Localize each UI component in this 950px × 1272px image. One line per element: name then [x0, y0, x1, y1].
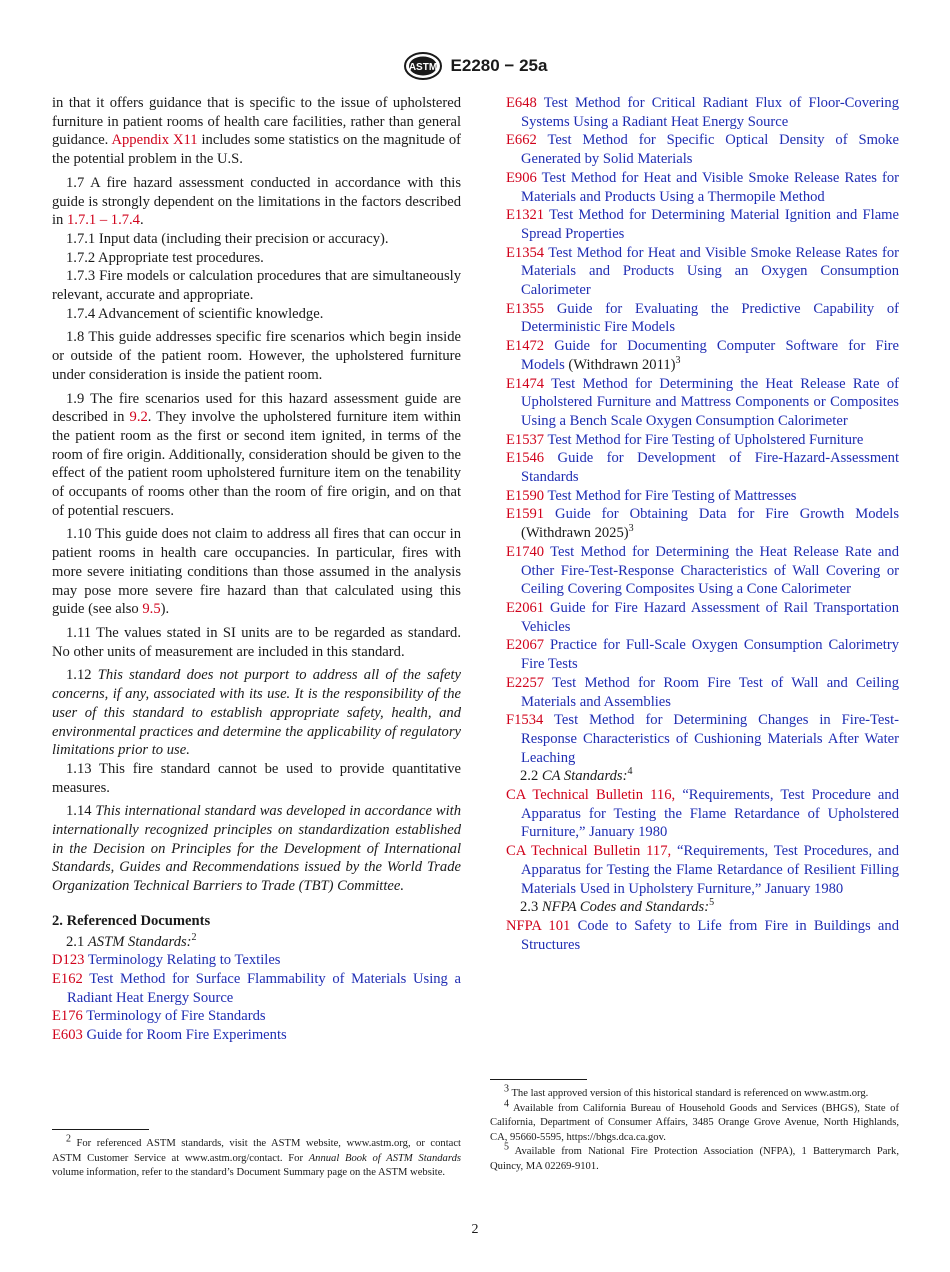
footnote-marker: 3 [504, 1083, 509, 1095]
reference-code-link[interactable]: E1474 [506, 375, 545, 392]
reference-item [506, 375, 899, 431]
section-2-heading: 2. Referenced Documents [52, 912, 211, 929]
text-run: Available from California Bureau of Household Goods and Services (BHGS), State of California, Department of Consumer Affairs, 3485 Orange Grove Avenue, North Highlands, CA, 95660-5595, https://bhgs.dca.ca.gov. [490, 1102, 899, 1143]
reference-item [506, 131, 899, 168]
text-run: . They involve the upholstered furniture item within the patient room as the first or second item ignited, in terms of the room of fire origin. Additionally, consideration should be given to the effect of the patient room upholstered furniture item on the tenability of occupants of rooms other than the room of fire origin, and on that of potential rescuers. [52, 409, 461, 519]
reference-code-link[interactable]: E1740 [506, 543, 545, 560]
reference-code-link[interactable]: D123 [52, 952, 85, 969]
right-column [490, 94, 900, 1172]
section-1-7-1: 1.7.1 Input data (including their precision or accuracy). [66, 230, 389, 247]
reference-item [506, 300, 899, 337]
reference-code-link[interactable]: E2061 [506, 599, 545, 616]
reference-code-link[interactable]: E648 [506, 95, 537, 111]
astm-logo-icon [403, 52, 443, 80]
text-run: 2.1 [66, 933, 88, 950]
reference-title-link[interactable]: “Requirements, Test Procedures, and Apparatus for Testing the Flame Retardance of Resilient Filling Materials Used in Upholstery Furniture,” January 1980 [521, 843, 899, 897]
text-run: Annual Book of ASTM Standards [308, 1152, 461, 1164]
reference-title-link[interactable]: Guide for Evaluating the Predictive Capability of Deterministic Fire Models [521, 300, 899, 336]
footnote-marker: 5 [709, 897, 715, 909]
reference-code-link[interactable]: E1537 [506, 431, 545, 448]
reference-code-link[interactable]: E2257 [506, 674, 545, 691]
reference-code-link[interactable]: E162 [52, 970, 83, 987]
reference-code-link[interactable]: E603 [52, 1027, 83, 1044]
reference-item [506, 599, 899, 636]
reference-code-link[interactable]: E906 [506, 169, 537, 186]
text-run: NFPA Codes and Standards: [541, 899, 710, 916]
reference-item [506, 636, 899, 673]
section-1-12 [52, 666, 461, 760]
reference-item [506, 543, 899, 599]
reference-code-link[interactable]: E1590 [506, 487, 545, 504]
footnotes-3-5 [490, 1083, 899, 1175]
reference-item [506, 169, 899, 206]
text-run: 1.14 [66, 803, 96, 820]
section-1-14 [52, 802, 461, 896]
reference-code-link[interactable]: NFPA 101 [506, 917, 571, 934]
footnote-2 [52, 1133, 461, 1181]
reference-title-link[interactable]: Terminology of Fire Standards [86, 1008, 266, 1025]
section-1-9 [52, 390, 461, 521]
cross-reference-link[interactable]: Appendix X11 [111, 132, 198, 149]
reference-title-link[interactable]: Guide for Obtaining Data for Fire Growth Models [555, 506, 900, 523]
footnote-5 [490, 1141, 899, 1174]
section-2-1 [52, 933, 461, 952]
footnote-rule [52, 1129, 149, 1130]
page-header [0, 52, 950, 80]
reference-item [506, 674, 899, 711]
footnote-4 [490, 1098, 899, 1146]
footnote-3 [490, 1083, 899, 1102]
cross-reference-link[interactable]: 1.7.1 – 1.7.4 [67, 212, 140, 229]
reference-code-link[interactable]: E1354 [506, 244, 545, 261]
reference-code-link[interactable]: E1472 [506, 338, 545, 355]
reference-title-link[interactable]: Test Method for Determining the Heat Release Rate of Upholstered Furniture and Mattress Components or Composites Using a Bench Scale Oxygen Consumption Calorimeter [521, 375, 899, 429]
text-run: . [139, 212, 144, 229]
paragraph-intro [52, 94, 461, 169]
reference-title-link[interactable]: Test Method for Determining Material Ignition and Flame Spread Properties [521, 207, 899, 242]
ca-reference-list [506, 786, 899, 898]
reference-item [506, 94, 899, 131]
section-2-2 [506, 767, 899, 786]
section-2-3 [506, 898, 899, 917]
text-run: ASTM Standards: [87, 933, 192, 950]
reference-item [506, 449, 899, 486]
reference-title-link[interactable]: Test Method for Heat and Visible Smoke Release Rates for Materials and Products Using a Thermopile Method [521, 169, 899, 205]
reference-title-link[interactable]: Guide for Fire Hazard Assessment of Rail Transportation Vehicles [521, 599, 899, 635]
text-run: in that it offers guidance that is specific to the issue of upholstered furniture in patient rooms of health care facilities, rather than general guidance. [52, 95, 461, 149]
reference-title-link[interactable]: Guide for Room Fire Experiments [86, 1027, 287, 1044]
text-run: Available from National Fire Protection Association (NFPA), 1 Batterymarch Park, Quincy, MA 02269-9101. [490, 1146, 899, 1172]
text-run: This standard does not purport to address all of the safety concerns, if any, associated with its use. It is the responsibility of the user of this standard to establish appropriate safety, health, and environmental practices and determine the applicability of regulatory limitations prior to use. [52, 667, 461, 759]
reference-item [506, 337, 899, 374]
section-1-13: 1.13 This fire standard cannot be used to provide quantitative measures. [52, 760, 461, 796]
text-run: CA Standards: [541, 768, 628, 785]
reference-title-link[interactable]: Test Method for Surface Flammability of Materials Using a Radiant Heat Energy Source [67, 970, 461, 1006]
nfpa-reference-list [506, 917, 899, 954]
reference-item [506, 244, 899, 300]
standard-designation: E2280 − 25a [450, 56, 548, 75]
reference-item [506, 487, 899, 506]
text-run: includes some statistics on the magnitude of the potential problem in the U.S. [52, 132, 462, 168]
reference-code-link[interactable]: E1321 [506, 207, 545, 224]
footnote-marker: 2 [66, 1133, 71, 1145]
reference-title-link[interactable]: Terminology Relating to Textiles [87, 952, 281, 969]
reference-item [52, 951, 461, 970]
reference-code-link[interactable]: CA Technical Bulletin 116, [506, 787, 676, 804]
section-1-7-4: 1.7.4 Advancement of scientific knowledge. [66, 305, 324, 322]
footnote-rule [490, 1079, 587, 1080]
section-1-11: 1.11 The values stated in SI units are to be regarded as standard. No other units of measurement are included in this standard. [52, 624, 461, 660]
text-run: For referenced ASTM standards, visit the ASTM website, www.astm.org, or contact ASTM Customer Service at www.astm.org/contact. For [52, 1138, 461, 1164]
reference-item [506, 786, 899, 842]
footnote-marker: 4 [627, 766, 633, 778]
reference-item [506, 505, 899, 542]
text-run: 2.2 [520, 768, 542, 785]
reference-title-link[interactable]: Test Method for Room Fire Test of Wall and Ceiling Materials and Assemblies [521, 674, 899, 710]
text-run: volume information, refer to the standard’s Document Summary page on the ASTM website. [52, 1167, 446, 1179]
left-column [52, 94, 462, 1179]
reference-code-link[interactable]: E176 [52, 1008, 83, 1025]
reference-title-link[interactable]: Test Method for Fire Testing of Upholstered Furniture [547, 431, 864, 448]
reference-item [52, 1007, 461, 1026]
footnote-area-left [52, 1129, 461, 1181]
text-run: 2.3 [520, 899, 542, 916]
reference-item [506, 206, 899, 243]
reference-item [506, 711, 899, 767]
section-1-10 [52, 525, 461, 619]
reference-code-link[interactable]: E1591 [506, 506, 545, 523]
footnote-marker: 3 [675, 354, 681, 366]
footnote-area-right [490, 1079, 899, 1175]
section-1-7 [52, 174, 461, 230]
reference-title-link[interactable]: Test Method for Determining the Heat Release Rate and Other Fire-Test-Response Characteristics of Wall Covering or Ceiling Covering Composites Using a Cone Calorimeter [521, 543, 899, 598]
text-run: 1.9 The fire scenarios used for this hazard assessment guide are described in [52, 390, 461, 426]
footnote-2-text [52, 1133, 461, 1181]
withdrawn-note: (Withdrawn 2011) [564, 356, 676, 373]
reference-code-link[interactable]: E2067 [506, 637, 545, 654]
footnote-marker: 4 [504, 1098, 509, 1110]
text-run: The last approved version of this historical standard is referenced on www.astm.org. [509, 1088, 869, 1099]
text-run: This international standard was developed in accordance with internationally recognized principles on standardization established in the Decision on Principles for the Development of International Standards, Guides and Recommendations issued by the World Trade Organization Technical Barriers to Trade (TBT) Committee. [52, 803, 462, 895]
reference-code-link[interactable]: E1355 [506, 300, 545, 317]
footnote-marker: 5 [504, 1141, 509, 1153]
text-run: 1.10 This guide does not claim to address all fires that can occur in patient rooms in health care occupancies. In particular, fires with more severe initiating conditions than those assumed in the analysis may pose more severe fire hazard than that calculated using this guide (see also [52, 526, 461, 618]
reference-title-link[interactable]: Test Method for Determining Changes in Fire-Test-Response Characteristics of Cushioning Materials After Water Leaching [521, 712, 899, 766]
reference-title-link[interactable]: Practice for Full-Scale Oxygen Consumption Calorimetry Fire Tests [521, 637, 899, 673]
reference-title-link[interactable]: Test Method for Fire Testing of Mattresses [547, 487, 797, 504]
astm-reference-list-continued [506, 94, 899, 767]
reference-code-link[interactable]: F1534 [506, 712, 544, 729]
reference-title-link[interactable]: “Requirements, Test Procedure and Apparatus for Testing the Flame Retardance of Upholstered Furniture,” January 1980 [521, 787, 900, 841]
reference-item [52, 970, 461, 1007]
reference-title-link[interactable]: Test Method for Specific Optical Density of Smoke Generated by Solid Materials [521, 132, 899, 168]
footnote-marker: 3 [628, 523, 634, 535]
text-run: ). [160, 601, 170, 618]
text-run: 1.7 A fire hazard assessment conducted in accordance with this guide is strongly dependent on the limitations in the factors described in [52, 174, 461, 229]
reference-code-link[interactable]: CA Technical Bulletin 117, [506, 843, 672, 860]
reference-item [506, 842, 899, 898]
reference-title-link[interactable]: Test Method for Critical Radiant Flux of Floor-Covering Systems Using a Radiant Heat Energy Source [521, 95, 899, 130]
reference-item [52, 1026, 461, 1045]
reference-item [506, 917, 899, 954]
cross-reference-link[interactable]: 9.5 [142, 601, 161, 618]
page-number: 2 [471, 1222, 479, 1237]
reference-title-link[interactable]: Code to Safety to Life from Fire in Buildings and Structures [521, 917, 899, 953]
reference-title-link[interactable]: Test Method for Heat and Visible Smoke Release Rates for Materials and Products Using an Oxygen Consumption Calorimeter [521, 244, 899, 299]
reference-item [506, 431, 899, 450]
reference-title-link[interactable]: Guide for Development of Fire-Hazard-Assessment Standards [521, 450, 899, 486]
withdrawn-note: (Withdrawn 2025) [521, 525, 629, 542]
reference-code-link[interactable]: E1546 [506, 450, 545, 467]
cross-reference-link[interactable]: 9.2 [129, 409, 148, 426]
footnote-marker: 2 [191, 931, 197, 943]
section-1-7-2: 1.7.2 Appropriate test procedures. [66, 249, 264, 266]
section-1-7-3: 1.7.3 Fire models or calculation procedures that are simultaneously relevant, accurate and appropriate. [52, 268, 461, 304]
section-1-8: 1.8 This guide addresses specific fire scenarios which begin inside or outside of the patient room. However, the upholstered furniture under consideration is inside the patient room. [52, 329, 461, 383]
svg-text:ASTM: ASTM [408, 62, 437, 73]
reference-code-link[interactable]: E662 [506, 132, 537, 149]
text-run: 1.12 [66, 667, 98, 684]
astm-reference-list [52, 951, 461, 1045]
reference-title-link[interactable]: Guide for Documenting Computer Software for Fire Models [521, 338, 899, 373]
